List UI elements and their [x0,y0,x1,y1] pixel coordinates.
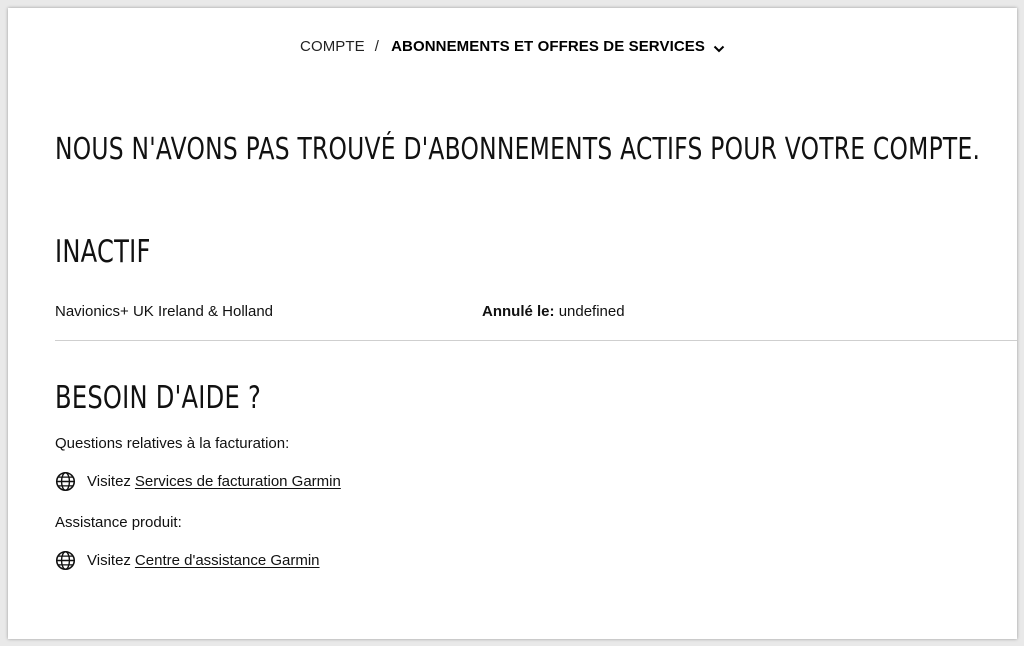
page-frame [8,8,1017,639]
cancel-date-value: undefined [558,303,625,320]
breadcrumb-account-link[interactable]: COMPTE [300,38,365,55]
globe-icon [55,550,76,571]
breadcrumb-current-dropdown[interactable]: ABONNEMENTS ET OFFRES DE SERVICES [391,38,705,55]
page-title: NOUS N'AVONS PAS TROUVÉ D'ABONNEMENTS ACTIFS POUR VOTRE COMPTE. [55,132,981,167]
inactive-heading: INACTIF [55,234,151,270]
billing-link-row [55,471,341,492]
cancel-date-label: Annulé le: [482,303,555,320]
billing-questions-label: Questions relatives à la facturation: [55,435,290,452]
product-support-label: Assistance produit: [55,514,182,531]
support-link-row [55,550,320,571]
subscription-row [55,303,1017,341]
billing-visit-prefix: Visitez [87,473,131,490]
cancel-date [482,303,625,320]
support-visit-prefix: Visitez [87,552,131,569]
billing-services-link[interactable]: Services de facturation Garmin [134,473,341,490]
globe-icon [55,471,76,492]
chevron-down-icon[interactable] [713,41,725,51]
help-heading: BESOIN D'AIDE ? [55,380,262,416]
breadcrumb-separator: / [374,38,380,55]
subscription-name: Navionics+ UK Ireland & Holland [55,303,274,320]
breadcrumb [8,38,1017,55]
support-center-link[interactable]: Centre d'assistance Garmin [134,552,320,569]
